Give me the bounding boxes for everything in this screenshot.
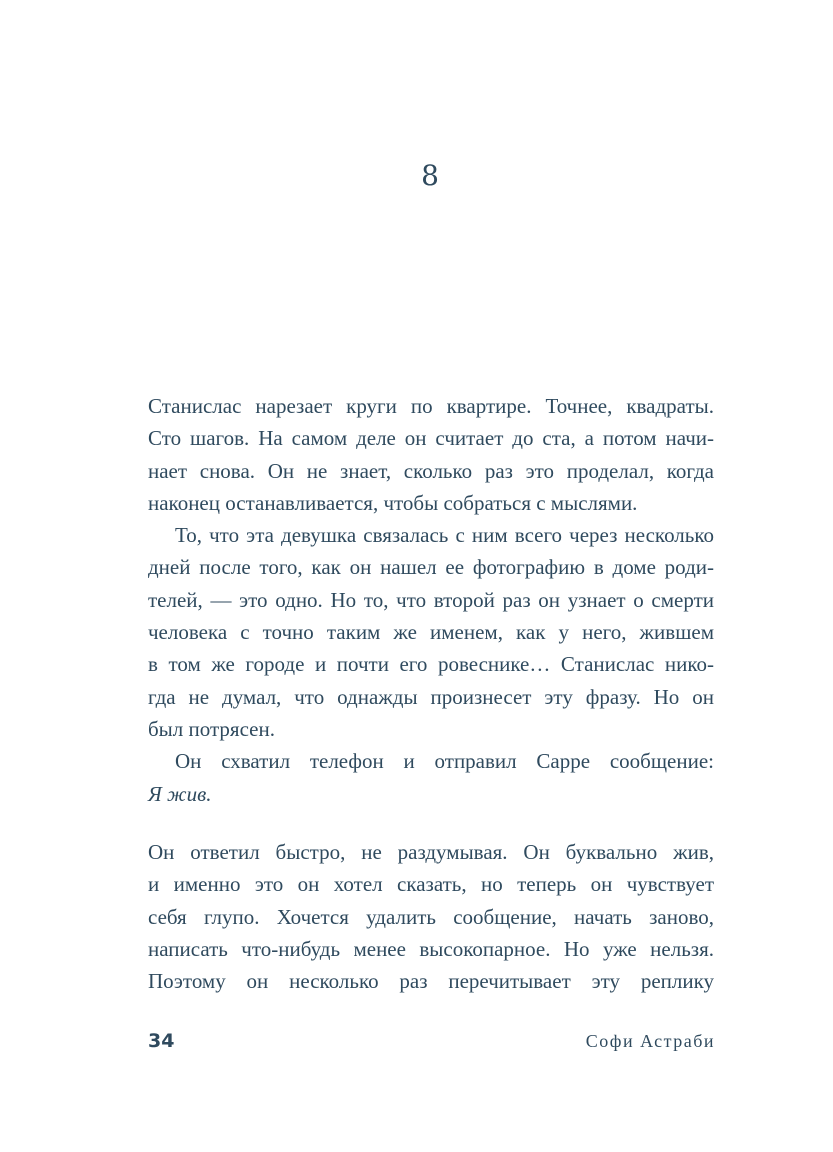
text-line: человека с точно таким же именем, как у него, жившем <box>148 620 714 645</box>
text-line: был потрясен. <box>148 716 275 741</box>
text-line: нает снова. Он не знает, сколько раз это проделал, когда <box>148 458 714 483</box>
body-text-block-1 <box>148 390 714 810</box>
text-line: Станислас нарезает круги по квартире. Точнее, квадраты. <box>148 394 714 418</box>
page-number: 34 <box>148 1030 175 1052</box>
text-line: То, что эта девушка связалась с ним всего через несколько <box>175 523 714 548</box>
chapter-number: 8 <box>421 159 439 192</box>
body-text-block-2 <box>148 836 714 997</box>
text-line: Сто шагов. На самом деле он считает до ста, а потом начи- <box>148 426 714 451</box>
text-line: написать что-нибудь менее высокопарное. Но уже нельзя. <box>148 936 714 961</box>
text-line: дней после того, как он нашел ее фотографию в доме роди- <box>148 555 714 580</box>
text-line: себя глупо. Хочется удалить сообщение, начать заново, <box>148 904 714 929</box>
text-line: наконец останавливается, чтобы собраться с мыслями. <box>148 490 638 515</box>
text-line: Он ответил быстро, не раздумывая. Он буквально жив, <box>148 840 714 864</box>
text-line: Он схватил телефон и отправил Сарре сообщение: <box>175 749 714 774</box>
text-line: гда не думал, что однажды произнесет эту фразу. Но он <box>148 684 714 709</box>
running-author: Софи Астраби <box>585 1031 715 1051</box>
text-line: в том же городе и почти его ровеснике… Станислас нико- <box>148 652 714 677</box>
text-line: Поэтому он несколько раз перечитывает эту реплику <box>148 969 714 994</box>
text-line: телей, — это одно. Но то, что второй раз он узнает о смерти <box>148 587 714 612</box>
text-line: и именно это он хотел сказать, но теперь он чувствует <box>148 872 714 897</box>
message-text: Я жив. <box>148 781 212 806</box>
